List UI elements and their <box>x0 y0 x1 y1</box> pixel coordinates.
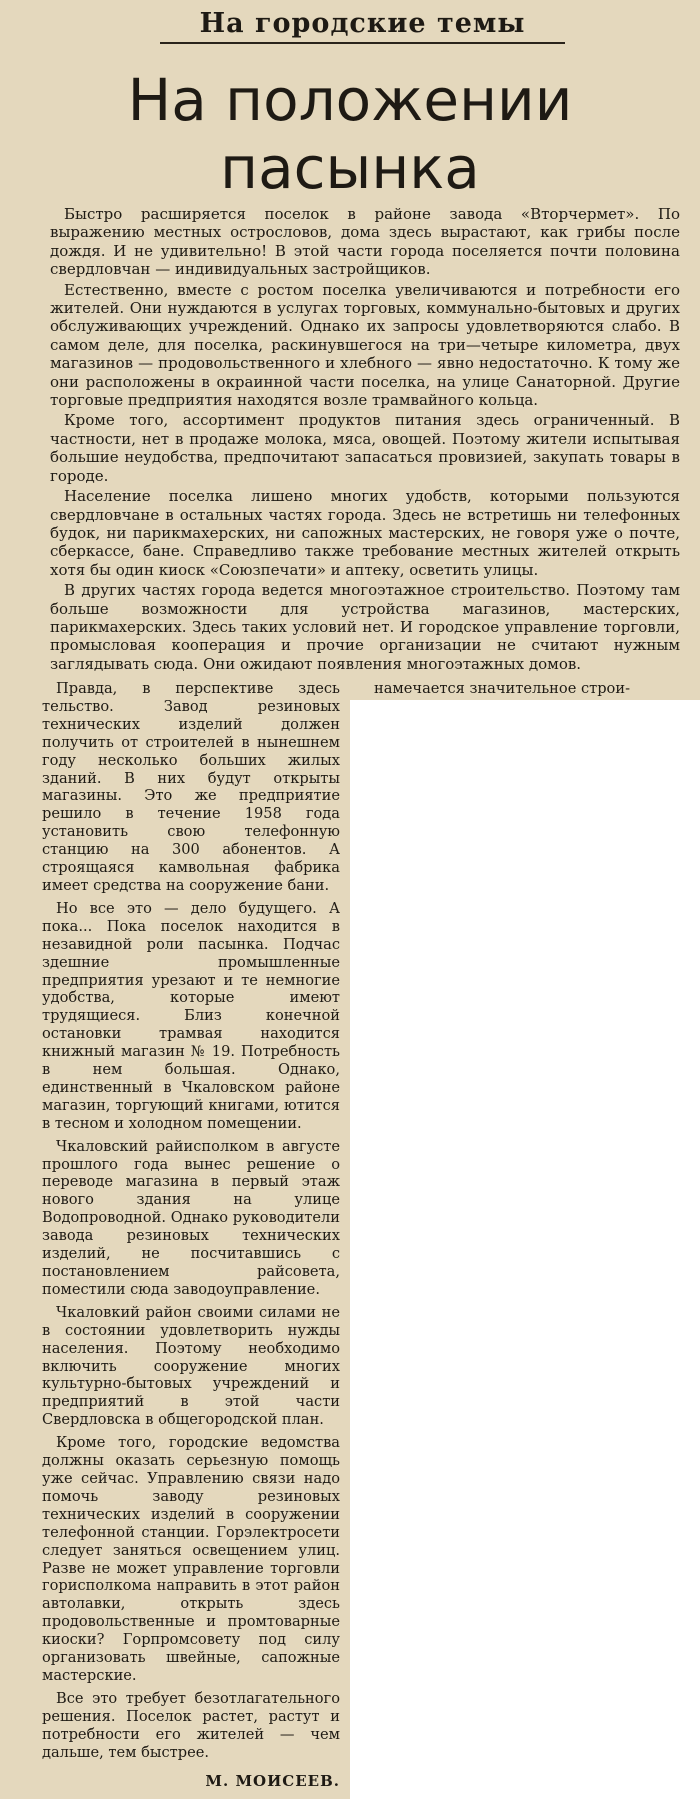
lead-paragraph: Население поселка лишено многих удобств, которыми пользуются свердловчане в остальных частях города. Здесь не встретишь ни телефонных будок, ни парикмахерских, ни сапожных мастерских, не говоря уже о почте, сберкассе, бане. Справедливо также требование местных жителей открыть хотя бы один киоск «Союзпечати» и аптеку, осветить улицы. <box>50 487 680 579</box>
article-headline: На положении пасынка <box>127 66 573 202</box>
right-column-fragment: намечается значительное строи- <box>374 680 631 697</box>
column-paragraph: Чкаловский райисполком в августе прошлого года вынес решение о переводе магазина в первый этаж нового здания на улице Водопроводной. Однако руководители завода резиновых технических изделий, не посчитавшись с постановлением райсовета, поместили сюда заводоуправление. <box>42 1137 340 1298</box>
column-paragraph: Правда, в перспективе здесь тельство. Завод резиновых технических изделий должен получить от строителей в нынешнем году несколько больших жилых зданий. В них будут открыты магазины. Это же предприятие решило в течение 1958 года установить свою телефонную станцию на 300 абонентов. А строящаяся камвольная фабрика имеет средства на сооружение бани. <box>42 680 340 894</box>
lead-paragraph: Естественно, вместе с ростом поселка увеличиваются и потребности его жителей. Они нуждаются в услугах торговых, коммунально-бытовых и других обслуживающих учреждений. Однако их запросы удовлетворяются слабо. В самом деле, для поселка, раскинувшегося на три—четыре километра, двух магазинов — продовольственного и хлебного — явно недостаточно. К тому же они расположены в окраинной части поселка, на улице Санаторной. Другие торговые предприятия находятся возле трамвайного кольца. <box>50 280 680 410</box>
author-signature: М. МОИСЕЕВ. <box>205 1772 340 1790</box>
column-paragraph: Все это требует безотлагательного решения. Поселок растет, растут и потребности его жителей — чем дальше, тем быстрее. <box>42 1689 340 1761</box>
lead-paragraph: В других частях города ведется многоэтажное строительство. Поэтому там больше возможности для устройства магазинов, мастерских, парикмахерских. Здесь таких условий нет. И городское управление торговли, промысловая кооперация и прочие организации не считают нужным заглядывать сюда. Они ожидают появления многоэтажных домов. <box>50 581 680 673</box>
column-paragraph: Но все это — дело будущего. А пока... Пока поселок находится в незавидной роли пасынка. Подчас здешние промышленные предприятия урезают и те немногие удобства, которые имеют трудящиеся. Близ конечной остановки трамвая находится книжный магазин № 19. Потребность в нем большая. Однако, единственный в Чкаловском районе магазин, торгующий книгами, ютится в тесном и холодном помещении. <box>42 899 340 1132</box>
article-column <box>42 680 340 1761</box>
lead-text-block <box>50 205 680 673</box>
column-paragraph: Кроме того, городские ведомства должны оказать серьезную помощь уже сейчас. Управлению связи надо помочь заводу резиновых технических изделий в сооружении телефонной станции. Горэлектросети следует заняться освещением улиц. Разве не может управление торговли горисполкома направить в этот район автолавки, открыть здесь продовольственные и промтоварные киоски? Горпромсовету под силу организовать швейные, сапожные мастерские. <box>42 1434 340 1684</box>
rubric-title: На городские темы <box>160 8 565 44</box>
lead-paragraph: Быстро расширяется поселок в районе завода «Вторчермет». По выражению местных острословов, дома здесь вырастают, как грибы после дождя. И не удивительно! В этой части города поселяется почти половина свердловчан — индивидуальных застройщиков. <box>50 205 680 279</box>
lead-paragraph: Кроме того, ассортимент продуктов питания здесь ограниченный. В частности, нет в продаже молока, мяса, овощей. Поэтому жители испытывая большие неудобства, предпочитают запасаться провизией, закупать товары в городе. <box>50 411 680 485</box>
column-paragraph: Чкаловкий район своими силами не в состоянии удовлетворить нужды населения. Поэтому необходимо включить сооружение многих культурно-бытовых учреждений и предприятий в этой части Свердловска в общегородской план. <box>42 1303 340 1429</box>
